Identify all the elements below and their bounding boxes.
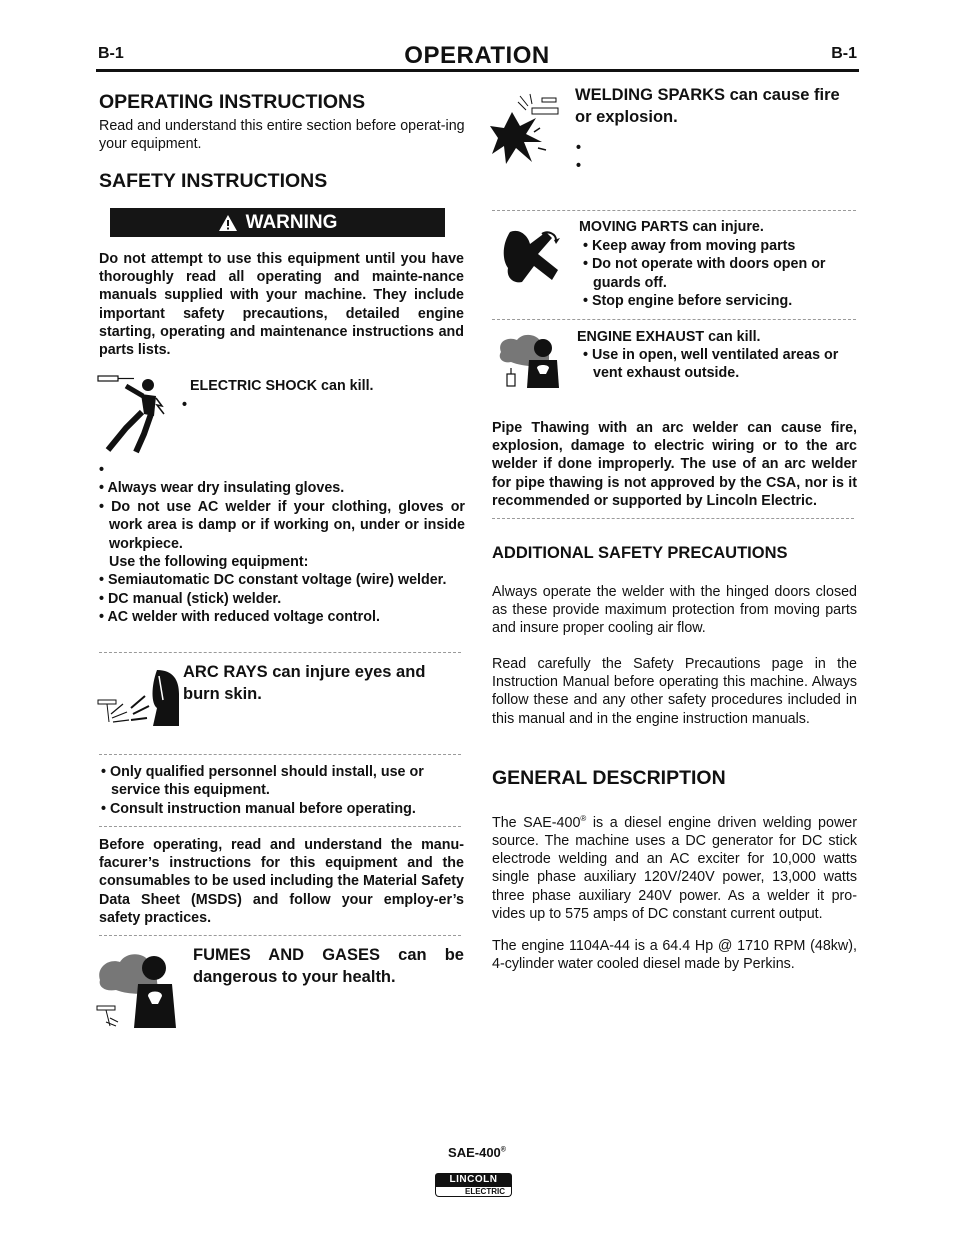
engine-exhaust-list [583,346,858,383]
moving-parts-icon [500,226,568,286]
fumes-gases-title: FUMES AND GASES can be dangerous to your health. [193,946,464,986]
shock-list-item: • Always wear dry insulating gloves. [99,480,345,497]
warning-text: Do not attempt to use this equipment until you have thoroughly read all operating and mainte-nance manuals supplied with your machine. They include important safety precautions, detailed engine starting, operating and maintenance instructions and parts lists. [99,251,464,359]
sparks-bullet: • [576,140,582,156]
electric-shock-bullet: • [182,397,188,413]
general-text-body: is a diesel engine driven welding power source. The machine uses a DC generator for DC stick electrode welding and an AC exciter for 10,000 watts single phase auxiliary 120V/240V power, 13,000 watts three phase auxiliary 240V power. As a welder it pro-vides up to 575 amps of DC constant current output. [492,814,857,922]
logo-top-text: LINCOLN [435,1173,512,1187]
pipe-thawing-text: Pipe Thawing with an arc welder can cause fire, explosion, damage to electric wiring or to the arc welder if done improperly. The use of an arc welder for pipe thawing is not approved by the CSA, nor is it recommended or supported by Lincoln Electric. [492,420,857,509]
footer-registered-mark: ® [500,1146,506,1154]
sparks-bullet: • [576,158,582,175]
footer-model [0,1145,954,1160]
welding-sparks-bullets [576,139,581,176]
moving-parts-title: MOVING PARTS can injure. [579,219,764,235]
general-description-paragraph-1 [492,810,857,923]
general-description-heading: GENERAL DESCRIPTION [492,767,726,789]
operating-instructions-text: Read and understand this entire section before operat-ing your equipment. [99,118,465,153]
divider [99,935,461,936]
arc-rays-title: ARC RAYS can injure eyes and burn skin. [183,663,426,703]
warning-banner [110,208,445,237]
moving-parts-list [583,237,853,311]
arc-rays-icon [97,668,181,728]
logo-bottom-text: ELECTRIC [435,1187,512,1197]
shock-list-item: • Do not use AC welder if your clothing, gloves or work area is damp or if working on, under or inside workpiece. [99,498,465,552]
electric-shock-title: ELECTRIC SHOCK can kill. [190,378,374,394]
divider [99,754,461,755]
qualified-personnel-list [101,763,463,818]
electric-shock-icon [96,372,182,454]
registered-mark: ® [580,814,587,823]
moving-list-item: • Keep away from moving parts [583,238,796,254]
qualified-list-item: • Consult instruction manual before operating. [101,800,416,817]
shock-list-item: • Semiautomatic DC constant voltage (wire) welder. [99,572,447,589]
qualified-list-item: • Only qualified personnel should install, use or service this equipment. [101,764,424,799]
divider [492,518,854,519]
shock-list-item: • DC manual (stick) welder. [99,590,282,607]
shock-list-item: • [99,462,105,478]
divider [492,210,856,211]
msds-text: Before operating, read and understand the manu-facurer’s instructions for this equipment and the consumables to be used including the Material Safety Data Sheet (MSDS) and follow your employ-er’s safety practices. [99,837,464,926]
exhaust-list-item: • Use in open, well ventilated areas or vent exhaust outside. [583,347,839,382]
divider [99,826,461,827]
operating-instructions-heading: OPERATING INSTRUCTIONS [99,91,366,113]
electric-shock-list [99,461,465,627]
engine-exhaust-title: ENGINE EXHAUST can kill. [577,329,761,345]
lincoln-electric-logo [435,1173,512,1197]
fumes-gases-icon [96,950,180,1030]
page-title: OPERATION [404,42,550,69]
general-description-paragraph-2: The engine 1104A-44 is a 64.4 Hp @ 1710 RPM (48kw), 4-cylinder water cooled diesel made by Perkins. [492,938,857,973]
page-code-right: B-1 [831,45,857,62]
warning-triangle-icon [218,214,238,232]
moving-list-item: • Do not operate with doors open or guards off. [583,256,826,291]
additional-safety-heading: ADDITIONAL SAFETY PRECAUTIONS [492,544,788,562]
shock-list-item: Use the following equipment: [109,554,309,571]
engine-exhaust-icon [497,334,567,390]
welding-sparks-icon [490,92,570,166]
additional-safety-paragraph-2: Read carefully the Safety Precautions page in the Instruction Manual before operating this machine. Always follow these and any other safety procedures included in this manual and in the engine instruction manuals. [492,656,857,727]
page-code-left: B-1 [98,45,124,62]
shock-list-item: • AC welder with reduced voltage control. [99,609,380,626]
welding-sparks-title: WELDING SPARKS can cause fire or explosion. [575,86,840,126]
moving-list-item: • Stop engine before servicing. [583,293,793,310]
general-text-prefix: The SAE-400 [492,814,581,831]
warning-label: WARNING [245,211,338,233]
safety-instructions-heading: SAFETY INSTRUCTIONS [99,170,328,192]
footer-model-name: SAE-400 [448,1145,501,1160]
divider [99,652,461,653]
additional-safety-paragraph-1: Always operate the welder with the hinged doors closed as these provide maximum protection from moving parts and insure proper cooling air flow. [492,584,857,637]
header-rule [96,69,859,72]
divider [492,319,856,320]
